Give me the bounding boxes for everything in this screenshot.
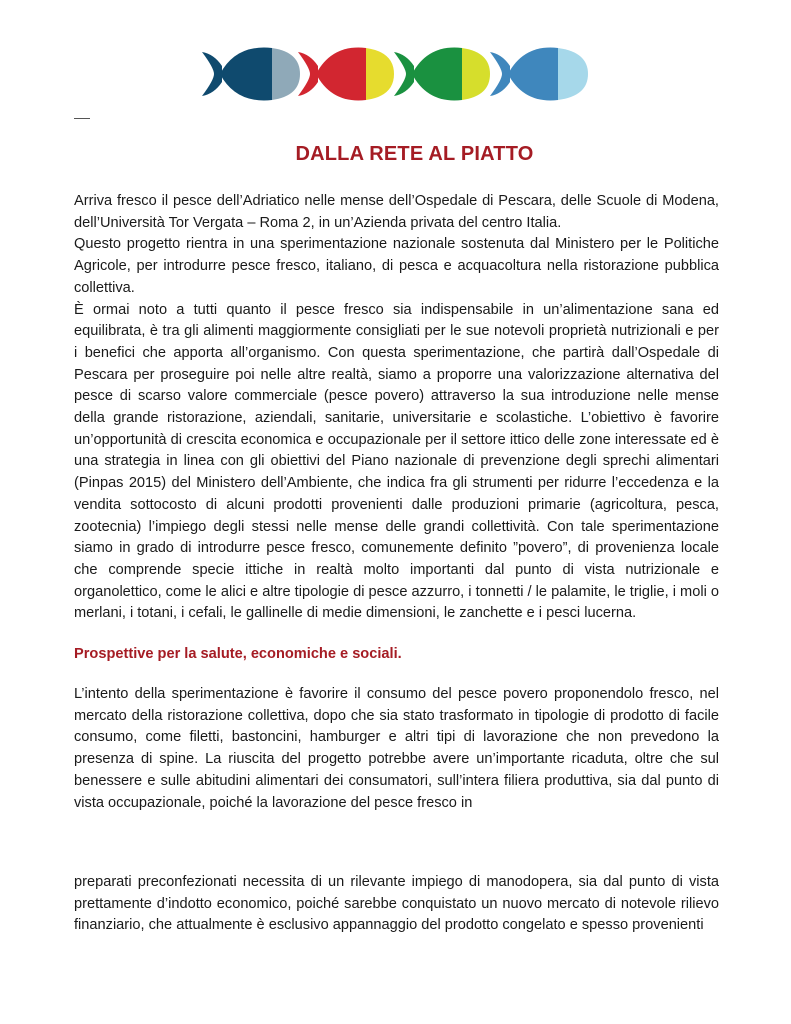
intro-paragraph-3: È ormai noto a tutti quanto il pesce fresco sia indispensabile in un’alimentazione sana ed equilibrata, è tra gli alimenti maggiormente consigliati per le sue notevoli proprietà nutrizionali e per i benefici che apporta all’organismo. Con questa sperimentazione, che partirà dall’Ospedale di Pescara per proseguire poi nelle altre realtà, siamo a proporre una valorizzazione alternativa del pesce di scarso valore commerciale (pesce povero) attraverso la sua introduzione nelle mense della grande ristorazione, aziendali, sanitarie, universitarie e scolastiche. L’obiettivo è favorire un’opportunità di crescita economica e occupazionale per il settore ittico delle zone interessate ed è una strategia in linea con gli obiettivi del Piano nazionale di prevenzione degli sprechi alimentari (Pinpas 2015) del Ministero dell’Ambiente, che indica fra gli strumenti per ridurre l’eccedenza e la vendita sottocosto di alcuni prodotti provenienti dalle produzioni primarie (agricoltura, pesca, zootecnia) l’impiego degli stessi nelle mense delle grandi collettività. Con tale sperimentazione siamo in grado di introdurre pesce fresco, comunemente definito ”povero”, di provenienza locale che comprende specie ittiche in realtà molto importanti dal punto di vista nutrizionale e organolettico, come le alici e altre tipologie di pesce azzurro, i tonnetti / le palamite, le triglie, i moli o merlani, i totani, i cefali, le gallinelle di medie dimensioni, le zanchette e i pesci lucerna. (74, 301, 719, 622)
intro-section (74, 191, 719, 625)
fish-icon-red (298, 48, 394, 101)
fish-icon-blue (202, 48, 300, 101)
continuation-paragraph: preparati preconfezionati necessita di un rilevante impiego di manodopera, sia dal punto di vista prettamente d’indotto economico, poiché sarebbe conquistato un nuovo mercato di notevole rilievo finanziario, che attualmente è esclusivo appannaggio del prodotto congelato e spesso provenienti (74, 874, 719, 934)
page-title-text: DALLA RETE AL PIATTO (295, 143, 534, 165)
intro-paragraph-1: Arriva fresco il pesce dell’Adriatico nelle mense dell’Ospedale di Pescara, delle Scuole di Modena, dell’Università Tor Vergata – Roma 2, in un’Azienda privata del centro Italia. (74, 193, 719, 231)
continuation-section (74, 872, 719, 937)
fish-logo (196, 38, 596, 110)
corner-mark (74, 118, 90, 119)
fish-icon-green (394, 48, 490, 101)
body-paragraph: L’intento della sperimentazione è favorire il consumo del pesce povero proponendolo fresco, nel mercato della ristorazione collettiva, dopo che sia stato trasformato in tipologie di prodotto di facile consumo, come filetti, bastoncini, hamburger e altri tipi di lavorazione che non prevedono la presenza di spine. La riuscita del progetto potrebbe avere un’importante ricaduta, oltre che sul benessere e sulle abitudini alimentari dei consumatori, sull’intera filiera produttiva, sia dal punto di vista occupazionale, poiché la lavorazione del pesce fresco in (74, 686, 719, 811)
page-title (0, 143, 791, 166)
body-section (74, 684, 719, 814)
fish-icon-lightblue (490, 48, 588, 101)
intro-paragraph-2: Questo progetto rientra in una sperimentazione nazionale sostenuta dal Ministero per le Politiche Agricole, per introdurre pesce fresco, italiano, di pesca e acquacoltura nella ristorazione pubblica collettiva. (74, 236, 719, 296)
section-heading: Prospettive per la salute, economiche e sociali. (74, 646, 402, 662)
